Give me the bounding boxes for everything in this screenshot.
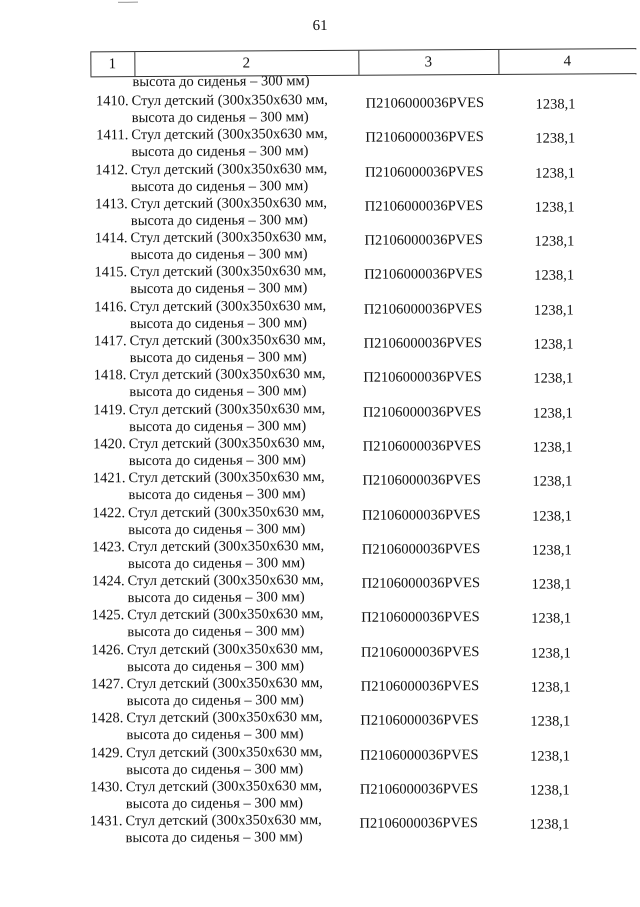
table-row — [79, 330, 639, 368]
row-number: 1419. — [78, 402, 126, 419]
item-price: 1238,1 — [529, 817, 569, 834]
header-col-4: 4 — [498, 49, 636, 74]
item-name-line-1: Стул детский (300х350х630 мм, — [128, 538, 324, 556]
item-price: 1238,1 — [532, 508, 572, 525]
item-code: П2106000036PVES — [362, 541, 481, 559]
item-name-line-2: высота до сиденья – 300 мм) — [128, 589, 324, 607]
item-code: П2106000036PVES — [365, 198, 484, 216]
row-number: 1431. — [74, 813, 122, 830]
row-number: 1418. — [78, 368, 126, 385]
item-name — [126, 709, 322, 744]
item-code: П2106000036PVES — [365, 164, 484, 182]
item-name — [128, 469, 324, 504]
table-row — [75, 742, 635, 780]
item-price: 1238,1 — [533, 405, 573, 422]
item-price: 1238,1 — [530, 782, 570, 799]
page-number: 61 — [0, 16, 640, 37]
row-number: 1413. — [80, 196, 128, 213]
item-code: П2106000036PVES — [360, 781, 479, 799]
item-price: 1238,1 — [534, 234, 574, 251]
item-name-line-1: Стул детский (300х350х630 мм, — [130, 263, 326, 281]
table-body — [81, 90, 640, 848]
table-row — [76, 605, 636, 643]
item-name-line-1: Стул детский (300х350х630 мм, — [131, 161, 327, 179]
item-name-line-1: Стул детский (300х350х630 мм, — [127, 606, 323, 624]
item-price: 1238,1 — [532, 577, 572, 594]
scan-mark — [118, 1, 138, 3]
item-name — [128, 538, 324, 573]
item-price: 1238,1 — [536, 96, 576, 113]
item-name — [130, 229, 326, 264]
row-number: 1424. — [76, 573, 124, 590]
row-number: 1416. — [79, 299, 127, 316]
item-name-line-1: Стул детский (300х350х630 мм, — [126, 709, 322, 727]
item-name-line-1: Стул детский (300х350х630 мм, — [131, 195, 327, 213]
item-name-line-2: высота до сиденья – 300 мм) — [130, 315, 326, 333]
item-code: П2106000036PVES — [362, 472, 481, 490]
item-code: П2106000036PVES — [362, 575, 481, 593]
item-code: П2106000036PVES — [364, 232, 483, 250]
item-name-line-2: высота до сиденья – 300 мм) — [126, 761, 322, 779]
table-row — [79, 262, 639, 300]
item-code: П2106000036PVES — [366, 95, 485, 113]
item-name-line-1: Стул детский (300х350х630 мм, — [125, 812, 321, 830]
item-code: П2106000036PVES — [362, 507, 481, 525]
row-number: 1428. — [75, 711, 123, 728]
table-row — [76, 570, 636, 608]
item-price: 1238,1 — [532, 474, 572, 491]
item-name-line-2: высота до сиденья – 300 мм) — [127, 658, 323, 676]
row-number: 1425. — [76, 608, 124, 625]
item-name-line-1: Стул детский (300х350х630 мм, — [130, 332, 326, 350]
table-row — [79, 296, 639, 334]
item-name — [132, 92, 328, 127]
item-name-line-1: Стул детский (300х350х630 мм, — [128, 504, 324, 522]
item-name-line-1: Стул детский (300х350х630 мм, — [126, 744, 322, 762]
item-code: П2106000036PVES — [361, 678, 480, 696]
item-code: П2106000036PVES — [361, 609, 480, 627]
table-row — [77, 467, 637, 505]
item-name — [127, 572, 323, 607]
row-number: 1412. — [80, 162, 128, 179]
item-code: П2106000036PVES — [364, 335, 483, 353]
row-number: 1415. — [79, 265, 127, 282]
item-name-line-1: Стул детский (300х350х630 мм, — [129, 435, 325, 453]
item-name — [126, 744, 322, 779]
row-number: 1410. — [81, 93, 129, 110]
item-name — [127, 675, 323, 710]
item-price: 1238,1 — [531, 611, 571, 628]
row-number: 1430. — [75, 779, 123, 796]
table-row — [75, 776, 635, 814]
item-code: П2106000036PVES — [364, 301, 483, 319]
item-name-line-2: высота до сиденья – 300 мм) — [126, 726, 322, 744]
item-name — [131, 161, 327, 196]
item-price: 1238,1 — [535, 131, 575, 148]
item-price: 1238,1 — [535, 199, 575, 216]
item-code: П2106000036PVES — [364, 266, 483, 284]
item-price: 1238,1 — [534, 337, 574, 354]
item-name-line-2: высота до сиденья – 300 мм) — [128, 521, 324, 539]
item-price: 1238,1 — [533, 439, 573, 456]
header-col-1: 1 — [90, 52, 134, 76]
table-row — [78, 364, 638, 402]
row-number: 1423. — [77, 539, 125, 556]
item-price: 1238,1 — [534, 268, 574, 285]
item-code: П2106000036PVES — [363, 438, 482, 456]
item-name — [125, 812, 321, 847]
item-price: 1238,1 — [532, 542, 572, 559]
item-price: 1238,1 — [531, 680, 571, 697]
item-name-line-1: Стул детский (300х350х630 мм, — [129, 401, 325, 419]
item-name — [131, 195, 327, 230]
table-row — [77, 502, 637, 540]
item-price: 1238,1 — [533, 371, 573, 388]
item-name — [129, 366, 325, 401]
row-number: 1417. — [79, 333, 127, 350]
item-name-line-2: высота до сиденья – 300 мм) — [126, 829, 322, 847]
item-code: П2106000036PVES — [359, 815, 478, 833]
item-code: П2106000036PVES — [363, 369, 482, 387]
item-name-line-2: высота до сиденья – 300 мм) — [129, 383, 325, 401]
item-price: 1238,1 — [534, 302, 574, 319]
item-price: 1238,1 — [530, 714, 570, 731]
item-code: П2106000036PVES — [365, 129, 484, 147]
item-name-line-2: высота до сиденья – 300 мм) — [129, 418, 325, 436]
item-code: П2106000036PVES — [363, 404, 482, 422]
item-code: П2106000036PVES — [360, 712, 479, 730]
item-name-line-2: высота до сиденья – 300 мм) — [127, 623, 323, 641]
item-code: П2106000036PVES — [361, 644, 480, 662]
table-row — [76, 673, 636, 711]
table-row — [80, 124, 640, 162]
item-name-line-2: высота до сиденья – 300 мм) — [128, 486, 324, 504]
item-name-line-2: высота до сиденья – 300 мм) — [131, 143, 327, 161]
item-name-line-2: высота до сиденья – 300 мм) — [127, 692, 323, 710]
item-name-line-1: Стул детский (300х350х630 мм, — [127, 675, 323, 693]
item-name-line-1: Стул детский (300х350х630 мм, — [132, 92, 328, 110]
table-row — [77, 536, 637, 574]
item-name-line-2: высота до сиденья – 300 мм) — [131, 246, 327, 264]
header-col-2: 2 — [134, 51, 358, 76]
item-name-line-2: высота до сиденья – 300 мм) — [129, 452, 325, 470]
item-name — [127, 641, 323, 676]
header-col-3: 3 — [358, 50, 498, 75]
item-name-line-2: высота до сиденья – 300 мм) — [131, 178, 327, 196]
item-name — [130, 332, 326, 367]
row-number: 1429. — [75, 745, 123, 762]
table-row — [81, 90, 640, 128]
item-name-line-1: Стул детский (300х350х630 мм, — [128, 469, 324, 487]
table-row — [75, 707, 635, 745]
item-name-line-2: высота до сиденья – 300 мм) — [130, 349, 326, 367]
row-number: 1427. — [76, 676, 124, 693]
item-name-line-2: высота до сиденья – 300 мм) — [132, 109, 328, 127]
item-name-line-2: высота до сиденья – 300 мм) — [126, 795, 322, 813]
item-name-line-2: высота до сиденья – 300 мм) — [128, 555, 324, 573]
row-number: 1426. — [76, 642, 124, 659]
row-number: 1420. — [78, 436, 126, 453]
table-row — [76, 639, 636, 677]
table-row — [78, 399, 638, 437]
item-name-line-1: Стул детский (300х350х630 мм, — [127, 641, 323, 659]
item-name-line-1: Стул детский (300х350х630 мм, — [130, 229, 326, 247]
item-price: 1238,1 — [531, 645, 571, 662]
row-number: 1414. — [79, 230, 127, 247]
table-row — [74, 810, 634, 848]
item-name-line-1: Стул детский (300х350х630 мм, — [127, 572, 323, 590]
item-name-line-2: высота до сиденья – 300 мм) — [131, 212, 327, 230]
item-name-line-1: Стул детский (300х350х630 мм, — [130, 298, 326, 316]
item-name — [131, 126, 327, 161]
table-row — [80, 159, 640, 197]
item-name — [129, 435, 325, 470]
item-name — [127, 606, 323, 641]
row-number: 1421. — [77, 470, 125, 487]
item-name-line-1: Стул детский (300х350х630 мм, — [129, 366, 325, 384]
continuation-text: высота до сиденья – 300 мм) — [132, 73, 309, 91]
table-row — [80, 193, 640, 231]
table-row — [79, 227, 639, 265]
item-name — [126, 778, 322, 813]
item-price: 1238,1 — [535, 165, 575, 182]
item-name-line-1: Стул детский (300х350х630 мм, — [126, 778, 322, 796]
table-row — [78, 433, 638, 471]
item-name-line-1: Стул детский (300х350х630 мм, — [131, 126, 327, 144]
row-number: 1422. — [77, 505, 125, 522]
item-price: 1238,1 — [530, 748, 570, 765]
item-name — [130, 263, 326, 298]
item-name — [129, 401, 325, 436]
item-name — [130, 298, 326, 333]
row-number: 1411. — [80, 127, 128, 144]
item-name-line-2: высота до сиденья – 300 мм) — [130, 280, 326, 298]
item-name — [128, 504, 324, 539]
item-code: П2106000036PVES — [360, 747, 479, 765]
